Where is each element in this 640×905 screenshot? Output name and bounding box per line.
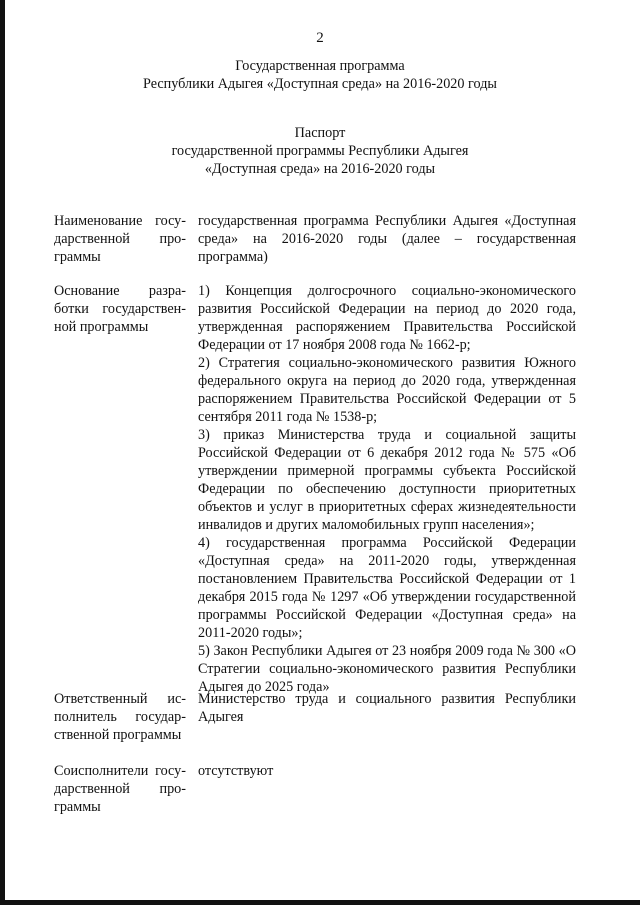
basis-item-2: 2) Стратегия социально-экономического развития Южного федерального округа на период до 2020 года, утвержденная распоряжением Правительства Российской Федерации от 5 сентября 2011 года № 1538-р; bbox=[198, 355, 576, 425]
row-label bbox=[54, 762, 186, 816]
label-line: ботки государствен- bbox=[54, 301, 186, 317]
label-line: Соисполнители госу- bbox=[54, 763, 186, 779]
label-line: Ответственный ис- bbox=[54, 691, 186, 707]
row-content bbox=[198, 690, 576, 726]
label-line: ственной программы bbox=[54, 727, 182, 743]
label-line: ной программы bbox=[54, 319, 149, 335]
header-line-1: Государственная программа bbox=[235, 58, 405, 74]
label-line: граммы bbox=[54, 249, 101, 265]
row-content bbox=[198, 282, 576, 696]
row-content bbox=[198, 762, 576, 780]
row-label bbox=[54, 690, 186, 744]
page-number: 2 bbox=[316, 30, 324, 46]
scan-bottom-edge bbox=[0, 900, 640, 905]
passport-title bbox=[0, 124, 640, 178]
label-line: полнитель государ- bbox=[54, 709, 186, 725]
passport-line-3: «Доступная среда» на 2016-2020 годы bbox=[204, 161, 436, 177]
content-paragraph: Министерство труда и социального развития Республики Адыгея bbox=[198, 691, 576, 725]
row-content bbox=[198, 212, 576, 266]
row-label bbox=[54, 212, 186, 266]
basis-item-5: 5) Закон Республики Адыгея от 23 ноября 2009 года № 300 «О Стратегии социально-экономического развития Республики Адыгея до 2025 года» bbox=[198, 643, 576, 695]
label-line: дарственной про- bbox=[54, 231, 186, 247]
label-line: Основание разра- bbox=[54, 283, 186, 299]
passport-line-1: Паспорт bbox=[294, 125, 346, 141]
content-paragraph: государственная программа Республики Адыгея «Доступная среда» на 2016-2020 годы (далее – государственная программа) bbox=[198, 213, 576, 265]
passport-line-2: государственной программы Республики Адыгея bbox=[171, 143, 469, 159]
content-paragraph: отсутствуют bbox=[198, 763, 274, 779]
basis-item-1: 1) Концепция долгосрочного социально-экономического развития Российской Федерации на период до 2020 года, утвержденная распоряжением Правительства Российской Федерации от 17 ноября 2008 года № 1662-р; bbox=[198, 283, 576, 353]
label-line: дарственной про- bbox=[54, 781, 186, 797]
basis-item-4: 4) государственная программа Российской Федерации «Доступная среда» на 2011-2020 годы, утвержденная постановлением Правительства Российской Федерации от 1 декабря 2015 года № 1297 «Об утверждении государственной программы Российской Федерации «Доступная среда» на 2011-2020 годы»; bbox=[198, 535, 576, 641]
label-line: Наименование госу- bbox=[54, 213, 186, 229]
row-label bbox=[54, 282, 186, 336]
header-line-2: Республики Адыгея «Доступная среда» на 2016-2020 годы bbox=[143, 76, 497, 92]
document-header bbox=[0, 57, 640, 93]
basis-item-3: 3) приказ Министерства труда и социальной защиты Российской Федерации от 6 декабря 2012 года № 575 «Об утверждении примерной программы субъекта Российской Федерации по обеспечению доступности приоритетных объектов и услуг в приоритетных сферах жизнедеятельности инвалидов и других маломобильных групп населения»; bbox=[198, 427, 576, 533]
label-line: граммы bbox=[54, 799, 101, 815]
